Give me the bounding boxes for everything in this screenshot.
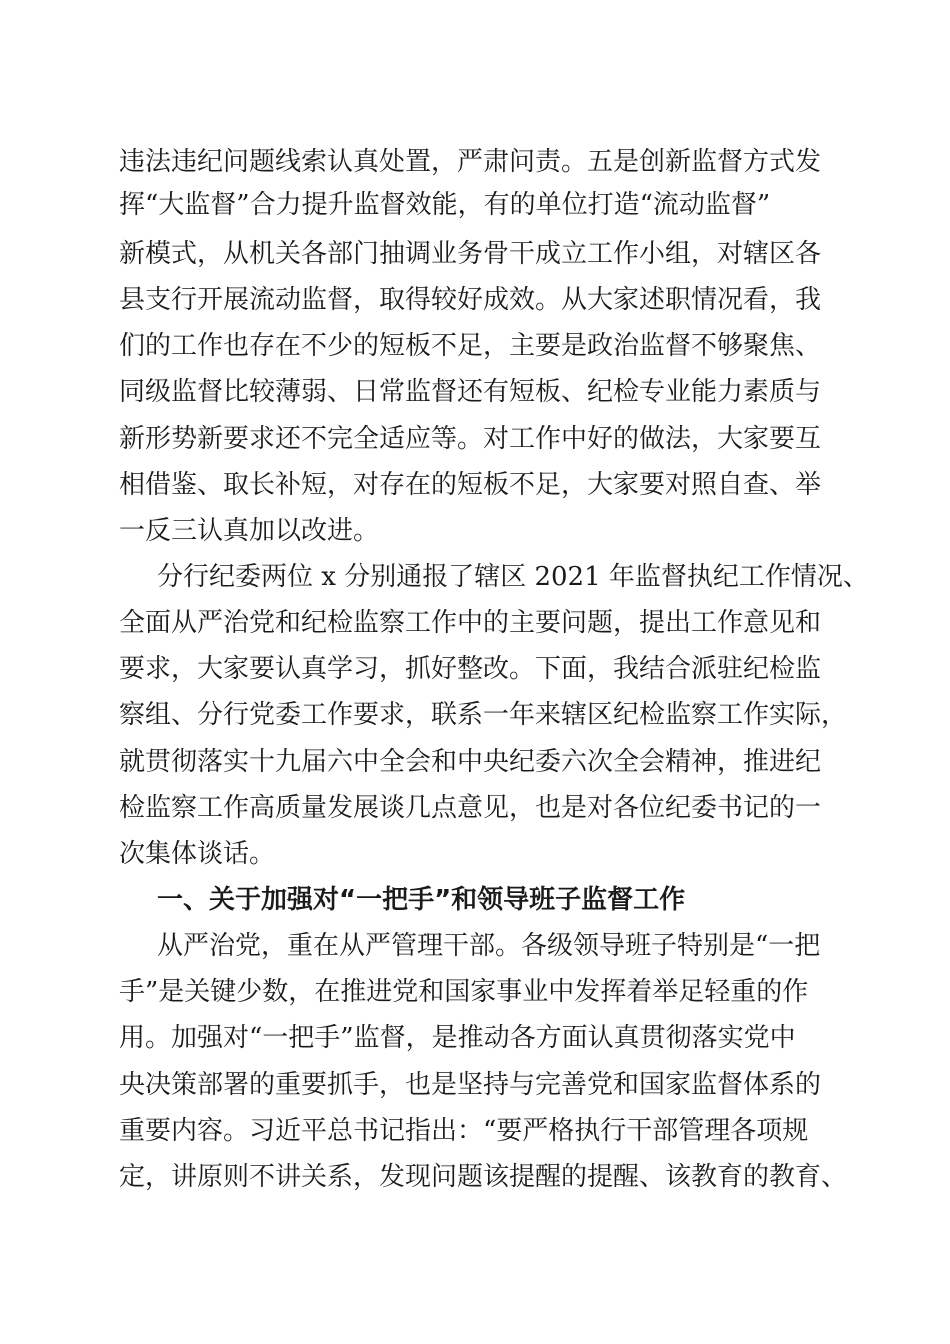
body-text-line: 们的工作也存在不少的短板不足，主要是政治监督不够聚焦、 <box>119 331 822 361</box>
body-text-line: 一反三认真加以改进。 <box>119 516 380 546</box>
body-text-line: 从严治党，重在从严管理干部。各级领导班子特别是“一把 <box>157 931 821 961</box>
body-text-line: 用。加强对“一把手”监督，是推动各方面认真贯彻落实党中 <box>119 1023 796 1053</box>
body-text-line: 新模式，从机关各部门抽调业务骨干成立工作小组，对辖区各 <box>119 239 822 269</box>
body-text-line: 全面从严治党和纪检监察工作中的主要问题，提出工作意见和 <box>119 608 822 638</box>
body-text-line: 分行纪委两位 x 分别通报了辖区 2021 年监督执纪工作情况、 <box>157 562 869 592</box>
section-heading: 一、关于加强对“一把手”和领导班子监督工作 <box>157 885 686 915</box>
body-text-line: 要求，大家要认真学习，抓好整改。下面，我结合派驻纪检监 <box>119 654 822 684</box>
body-text-line: 县支行开展流动监督，取得较好成效。从大家述职情况看，我 <box>119 285 822 315</box>
body-text-line: 检监察工作高质量发展谈几点意见，也是对各位纪委书记的一 <box>119 793 822 823</box>
body-text-line: 重要内容。习近平总书记指出：“要严格执行干部管理各项规 <box>119 1116 809 1146</box>
body-text-line: 挥“大监督”合力提升监督效能，有的单位打造“流动监督” <box>119 190 771 220</box>
body-text-line: 新形势新要求还不完全适应等。对工作中好的做法，大家要互 <box>119 424 822 454</box>
body-text-line: 次集体谈话。 <box>119 839 276 869</box>
body-text-line: 同级监督比较薄弱、日常监督还有短板、纪检专业能力素质与 <box>119 377 822 407</box>
body-text-line: 央决策部署的重要抓手，也是坚持与完善党和国家监督体系的 <box>119 1070 822 1100</box>
body-text-line: 定，讲原则不讲关系，发现问题该提醒的提醒、该教育的教育、 <box>119 1162 848 1192</box>
body-text-line: 手”是关键少数，在推进党和国家事业中发挥着举足轻重的作 <box>119 977 809 1007</box>
body-text-line: 就贯彻落实十九届六中全会和中央纪委六次全会精神，推进纪 <box>119 747 822 777</box>
body-text-line: 违法违纪问题线索认真处置，严肃问责。五是创新监督方式发 <box>119 147 822 177</box>
body-text-line: 察组、分行党委工作要求，联系一年来辖区纪检监察工作实际， <box>119 700 848 730</box>
body-text-line: 相借鉴、取长补短，对存在的短板不足，大家要对照自查、举 <box>119 470 822 500</box>
